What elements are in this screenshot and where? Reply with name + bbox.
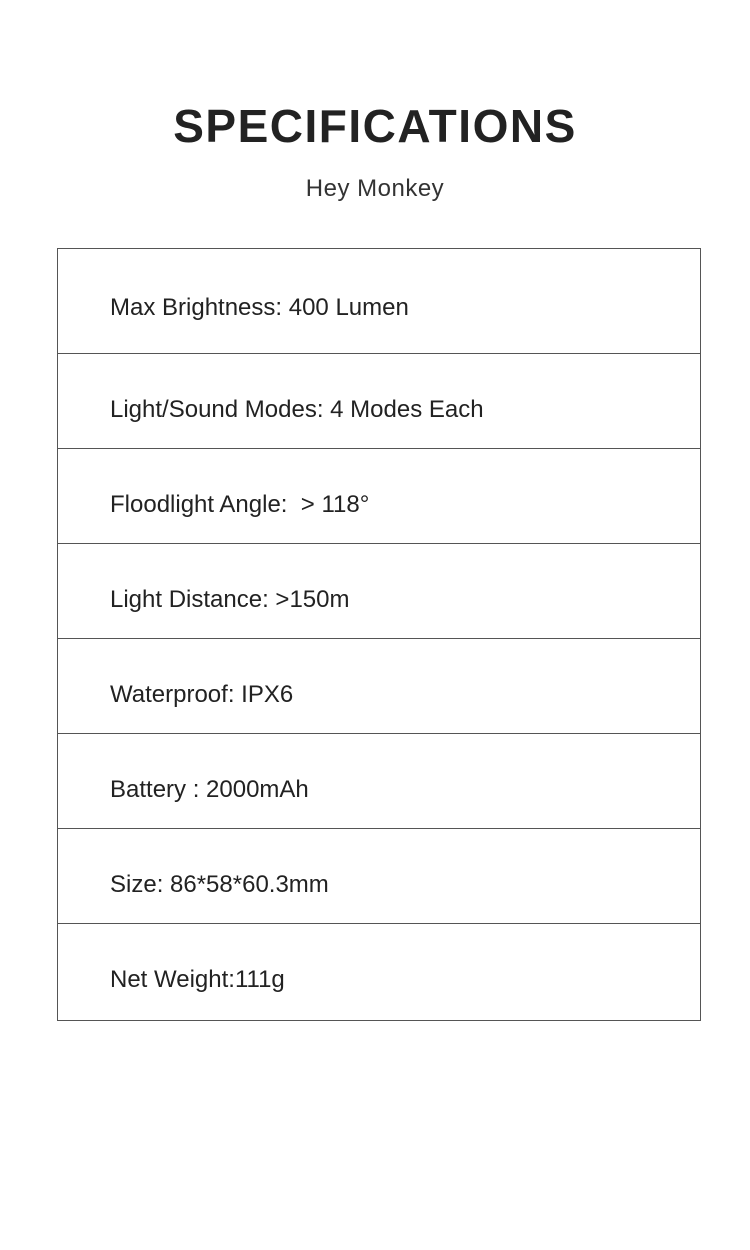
spec-floodlight-angle: Floodlight Angle: > 118° — [110, 491, 370, 518]
spec-light-distance: Light Distance: >150m — [110, 586, 350, 613]
brand-subtitle: Hey Monkey — [305, 175, 445, 202]
spec-light-sound-modes: Light/Sound Modes: 4 Modes Each — [110, 396, 484, 423]
spec-row-net-weight — [58, 923, 700, 1020]
spec-row-battery — [58, 733, 700, 828]
spec-net-weight: Net Weight:111g — [110, 966, 285, 993]
spec-row-light-sound-modes — [58, 353, 700, 448]
spec-waterproof: Waterproof: IPX6 — [110, 681, 294, 708]
spec-row-size — [58, 828, 700, 923]
spec-row-waterproof — [58, 638, 700, 733]
spec-row-floodlight-angle — [58, 448, 700, 543]
spec-max-brightness: Max Brightness: 400 Lumen — [110, 294, 409, 321]
spec-row-max-brightness — [58, 249, 700, 353]
spec-row-light-distance — [58, 543, 700, 638]
page-title: SPECIFICATIONS — [173, 100, 577, 152]
spec-size: Size: 86*58*60.3mm — [110, 871, 329, 898]
specifications-table — [57, 248, 701, 1021]
spec-battery: Battery : 2000mAh — [110, 776, 309, 803]
